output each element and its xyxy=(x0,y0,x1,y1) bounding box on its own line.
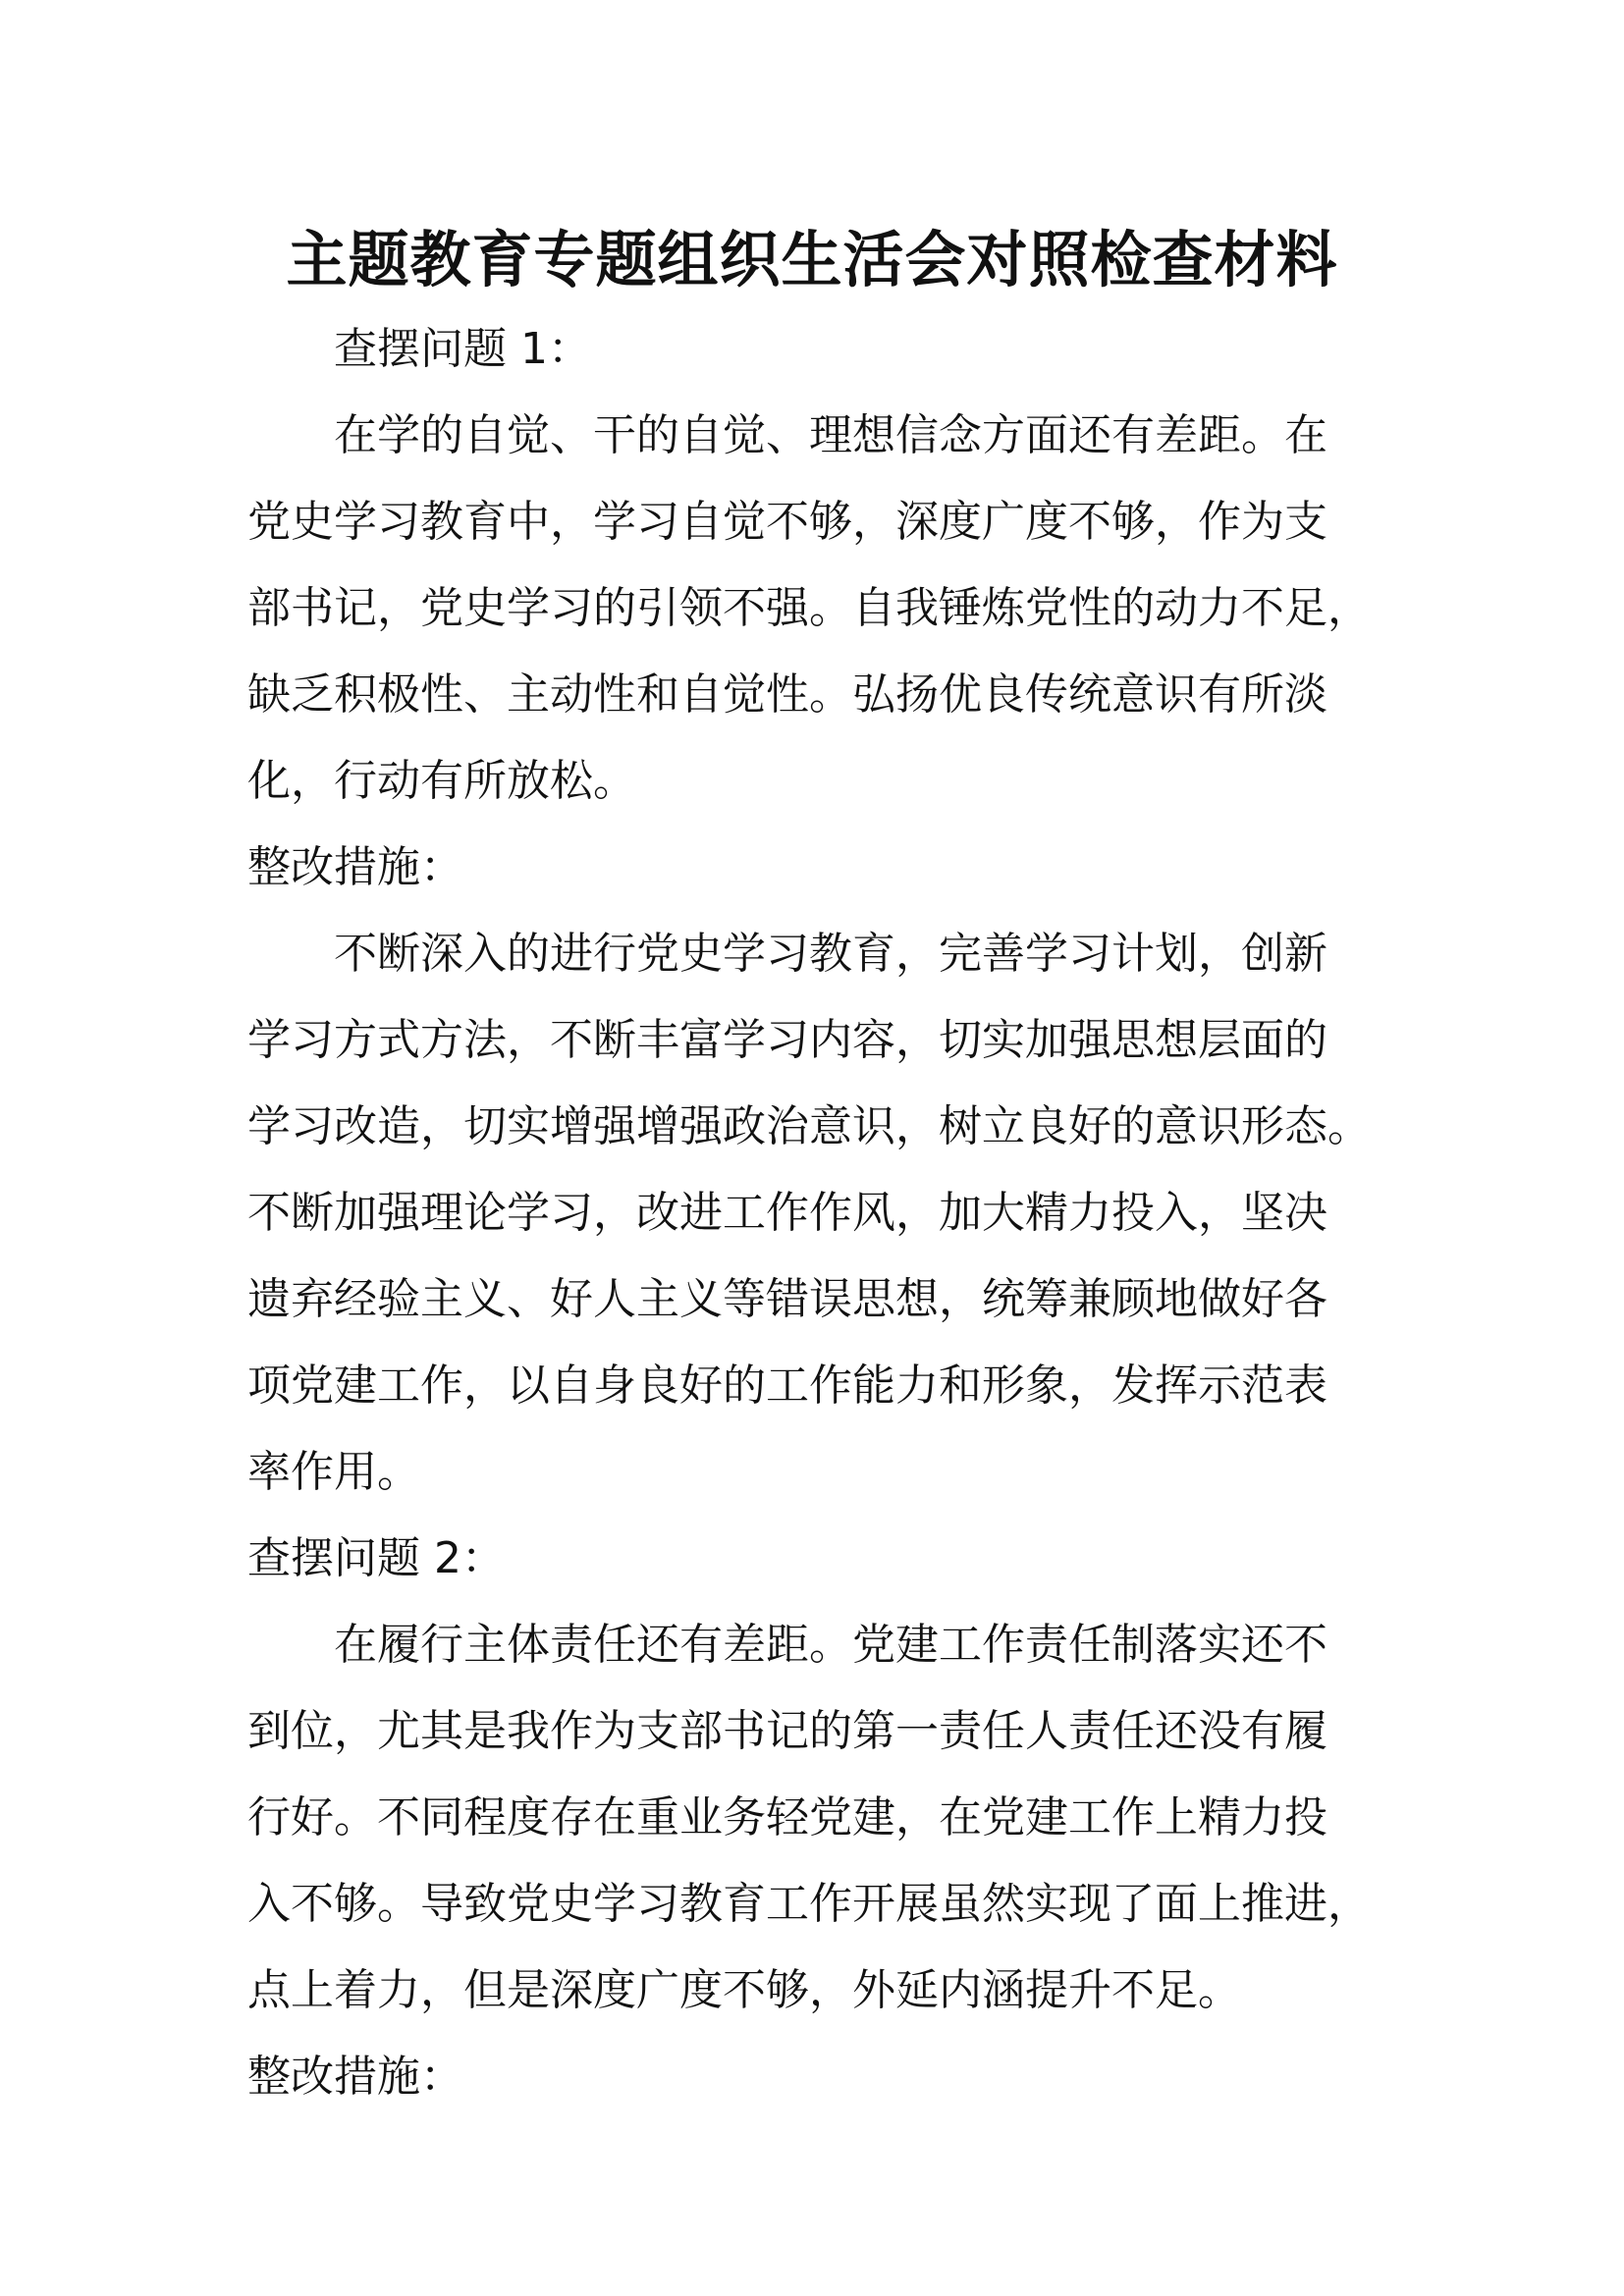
section-heading-problem-1: 查摆问题 1： xyxy=(334,324,591,374)
paragraph-line: 行好。不同程度存在重业务轻党建，在党建工作上精力投 xyxy=(247,1792,1327,1842)
document-title: 主题教育专题组织生活会对照检查材料 xyxy=(286,224,1338,295)
paragraph-line: 学习方式方法，不断丰富学习内容，切实加强思想层面的 xyxy=(247,1015,1327,1065)
section-heading-measures-1: 整改措施： xyxy=(247,842,463,892)
paragraph-line: 化，行动有所放松。 xyxy=(247,756,636,806)
paragraph-line: 点上着力，但是深度广度不够，外延内涵提升不足。 xyxy=(247,1965,1241,2015)
section-heading-measures-2: 整改措施： xyxy=(247,2052,463,2102)
paragraph-line: 在履行主体责任还有差距。党建工作责任制落实还不 xyxy=(334,1620,1327,1670)
paragraph-line: 到位，尤其是我作为支部书记的第一责任人责任还没有履 xyxy=(247,1706,1327,1756)
paragraph-line: 遗弃经验主义、好人主义等错误思想，统筹兼顾地做好各 xyxy=(247,1274,1327,1324)
paragraph-line: 入不够。导致党史学习教育工作开展虽然实现了面上推进， xyxy=(247,1879,1371,1929)
paragraph-line: 率作用。 xyxy=(247,1447,420,1497)
document-body xyxy=(247,306,1377,2120)
paragraph-line: 不断深入的进行党史学习教育，完善学习计划，创新 xyxy=(334,929,1327,979)
paragraph-line: 部书记，党史学习的引领不强。自我锤炼党性的动力不足， xyxy=(247,583,1371,633)
paragraph-line: 缺乏积极性、主动性和自觉性。弘扬优良传统意识有所淡 xyxy=(247,669,1327,720)
section-heading-problem-2: 查摆问题 2： xyxy=(247,1533,505,1583)
paragraph-line: 不断加强理论学习，改进工作作风，加大精力投入，坚决 xyxy=(247,1188,1327,1238)
paragraph-line: 党史学习教育中，学习自觉不够，深度广度不够，作为支 xyxy=(247,497,1327,547)
paragraph-line: 项党建工作，以自身良好的工作能力和形象，发挥示范表 xyxy=(247,1361,1327,1411)
paragraph-line: 在学的自觉、干的自觉、理想信念方面还有差距。在 xyxy=(334,410,1327,460)
paragraph-line: 学习改造，切实增强增强政治意识，树立良好的意识形态。 xyxy=(247,1101,1371,1151)
